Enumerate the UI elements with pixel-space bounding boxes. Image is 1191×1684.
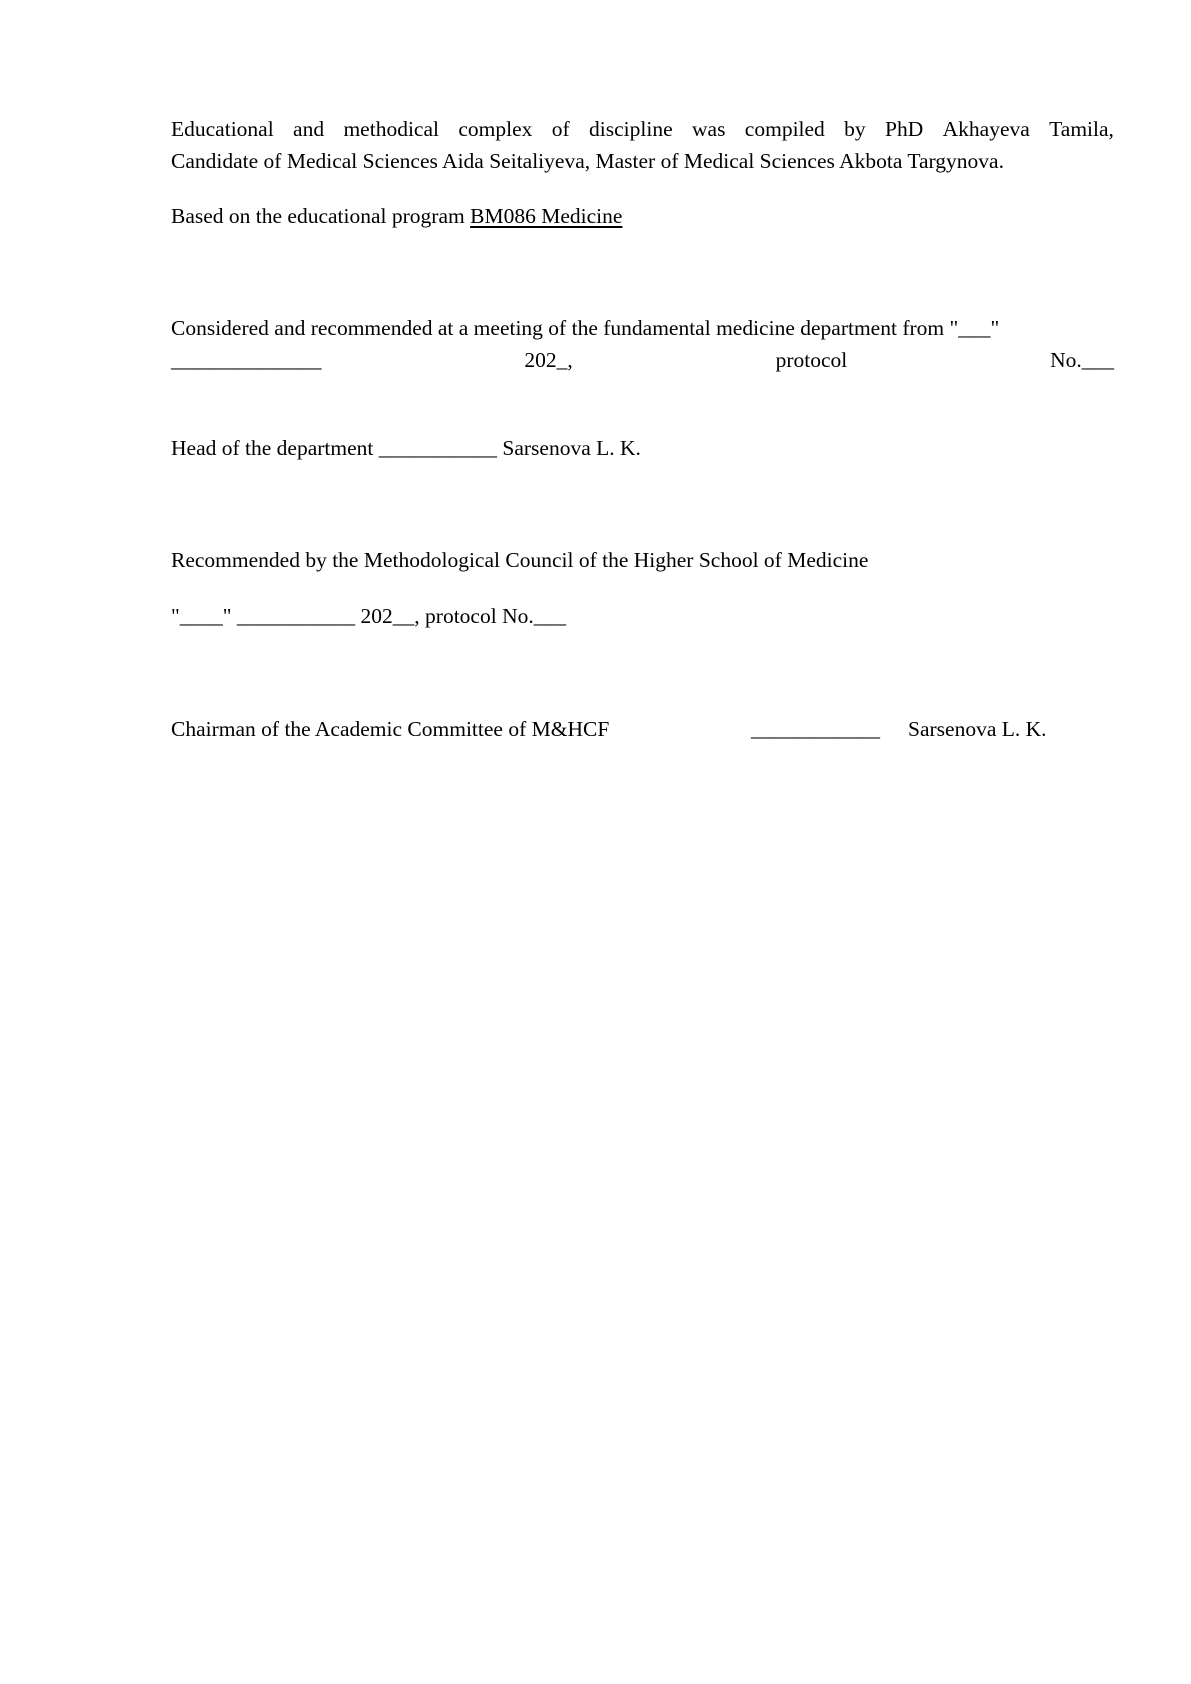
chairman-signature-blank: ____________ (751, 717, 880, 741)
head-of-department-line (171, 432, 1114, 464)
compiled-by-word: methodical (343, 117, 439, 141)
educational-program-line (171, 200, 1114, 232)
meeting-date-blank: ______________ (171, 348, 322, 372)
compiled-by-word: and (293, 117, 325, 141)
compiled-by-word: of (551, 117, 570, 141)
council-recommendation (171, 544, 1114, 576)
department-meeting-line-1 (171, 312, 1114, 344)
council-date-line (171, 600, 1114, 632)
program-prefix: Based on the educational program (171, 204, 471, 228)
compiled-by-word: by (844, 117, 866, 141)
compiled-by-word: Educational (171, 117, 274, 141)
compiled-by-line-2: Candidate of Medical Sciences Aida Seitaliyeva, Master of Medical Sciences Akbota Targynova. (171, 149, 1004, 173)
head-of-department-text: Head of the department ___________ Sarsenova L. K. (171, 436, 641, 460)
council-text: Recommended by the Methodological Council of the Higher School of Medicine (171, 548, 869, 572)
department-meeting-text: Considered and recommended at a meeting of the fundamental medicine department from "___" (171, 316, 1000, 340)
meeting-year: 202_, (524, 348, 573, 372)
council-date-text: "____" ___________ 202__, protocol No.___ (171, 604, 566, 628)
meeting-protocol-number: No.___ (1050, 348, 1114, 372)
chairman-label: Chairman of the Academic Committee of M&HCF (171, 717, 610, 741)
department-meeting-line-2 (171, 344, 1114, 376)
compiled-by-paragraph (171, 113, 1114, 177)
chairman-name: Sarsenova L. K. (908, 717, 1047, 741)
department-meeting-paragraph (171, 312, 1114, 376)
compiled-by-word: was (692, 117, 726, 141)
compiled-by-word: compiled (744, 117, 825, 141)
compiled-by-line-1 (171, 113, 1114, 145)
compiled-by-word: Akhayeva (942, 117, 1030, 141)
meeting-protocol-label: protocol (775, 348, 848, 372)
compiled-by-word: discipline (589, 117, 673, 141)
program-name: BM086 Medicine (470, 204, 623, 228)
compiled-by-word: Tamila, (1049, 117, 1114, 141)
compiled-by-word: complex (458, 117, 533, 141)
compiled-by-word: PhD (885, 117, 924, 141)
